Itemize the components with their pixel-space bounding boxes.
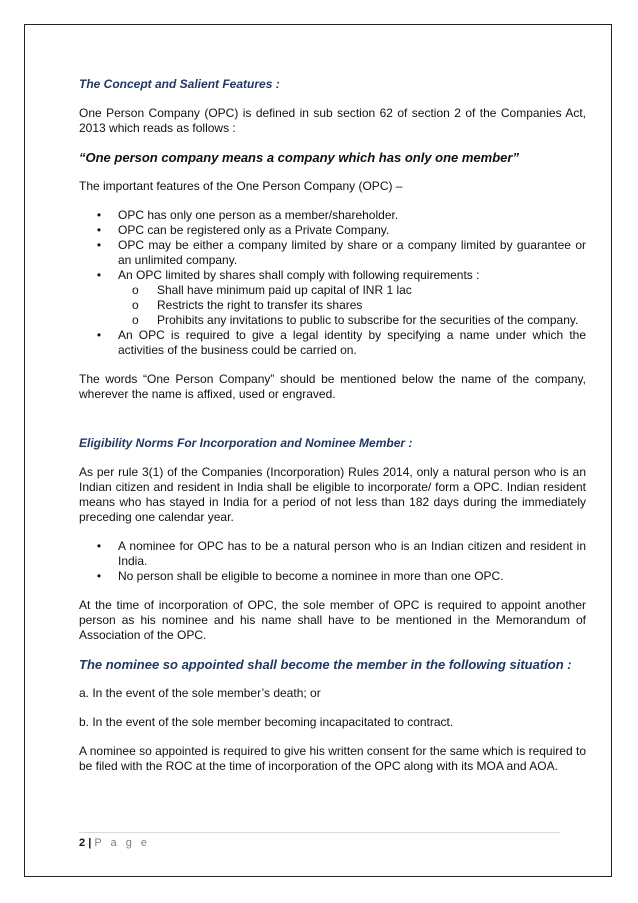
sub-list-item: [118, 298, 586, 313]
list-item-text: An OPC is required to give a legal identity by specifying a name under which the activities of the business could be carried on.: [118, 328, 586, 357]
bullet-icon: •: [96, 238, 102, 252]
nominee-list: [79, 539, 586, 584]
footer-divider: [79, 832, 560, 833]
list-item: [79, 328, 586, 358]
sub-list-item-text: Restricts the right to transfer its shares: [157, 298, 363, 312]
page-content: [79, 77, 586, 788]
bullet-icon: •: [96, 328, 102, 342]
opc-definition-paragraph: One Person Company (OPC) is defined in sub section 62 of section 2 of the Companies Act, 2013 which reads as follows :: [79, 106, 586, 135]
situation-item-a: a. In the event of the sole member’s death; or: [79, 686, 321, 700]
naming-note-paragraph: The words “One Person Company” should be mentioned below the name of the company, wherever the name is affixed, used or engraved.: [79, 372, 586, 401]
circle-bullet-icon: o: [132, 298, 139, 312]
footer-separator: |: [88, 837, 92, 849]
list-item-text: OPC has only one person as a member/shareholder.: [118, 208, 399, 222]
bullet-icon: •: [96, 569, 102, 583]
list-item-text: OPC can be registered only as a Private Company.: [118, 223, 390, 237]
circle-bullet-icon: o: [132, 313, 139, 327]
section-spacer: [79, 416, 586, 436]
bullet-icon: •: [96, 268, 102, 282]
list-item-text: No person shall be eligible to become a nominee in more than one OPC.: [118, 569, 504, 583]
list-item-text: OPC may be either a company limited by share or a company limited by guarantee or an unlimited company.: [118, 238, 586, 267]
page-word: P a g e: [94, 837, 150, 849]
bullet-icon: •: [96, 539, 102, 553]
list-item-text: A nominee for OPC has to be a natural person who is an Indian citizen and resident in India.: [118, 539, 586, 568]
section-heading-concept: The Concept and Salient Features :: [79, 77, 280, 91]
bullet-icon: •: [96, 208, 102, 222]
list-item: [79, 539, 586, 569]
requirements-sublist: [118, 283, 586, 328]
sub-list-item: [118, 313, 586, 328]
list-item: [79, 268, 586, 328]
section-heading-eligibility: Eligibility Norms For Incorporation and Nominee Member :: [79, 436, 413, 450]
list-item: [79, 208, 586, 223]
list-item-text: An OPC limited by shares shall comply with following requirements :: [118, 268, 480, 282]
features-list: [79, 208, 586, 358]
nominee-appointment-paragraph: At the time of incorporation of OPC, the sole member of OPC is required to appoint another person as his nominee and his name shall have to be mentioned in the Memorandum of Association of the OPC.: [79, 598, 586, 642]
page-footer: [79, 836, 150, 850]
sub-list-item-text: Prohibits any invitations to public to subscribe for the securities of the company.: [157, 313, 579, 327]
opc-definition-quote: “One person company means a company which has only one member”: [79, 150, 519, 165]
list-item: [79, 569, 586, 584]
sub-list-item: [118, 283, 586, 298]
sub-list-item-text: Shall have minimum paid up capital of INR 1 lac: [157, 283, 412, 297]
section-heading-nominee-member: The nominee so appointed shall become the member in the following situation :: [79, 657, 572, 672]
circle-bullet-icon: o: [132, 283, 139, 297]
nominee-consent-paragraph: A nominee so appointed is required to give his written consent for the same which is required to be filed with the ROC at the time of incorporation of the OPC along with its MOA and AOA.: [79, 744, 586, 773]
page-border: [24, 24, 612, 877]
eligibility-paragraph: As per rule 3(1) of the Companies (Incorporation) Rules 2014, only a natural person who is an Indian citizen and resident in India shall be eligible to incorporate/ form a OPC. Indian resident means who has stayed in India for a period of not less than 182 days during the immediately preceding one calendar year.: [79, 465, 586, 524]
list-item: [79, 238, 586, 268]
page-number: 2: [79, 837, 86, 849]
features-intro: The important features of the One Person Company (OPC) –: [79, 179, 403, 193]
situation-item-b: b. In the event of the sole member becoming incapacitated to contract.: [79, 715, 454, 729]
list-item: [79, 223, 586, 238]
bullet-icon: •: [96, 223, 102, 237]
